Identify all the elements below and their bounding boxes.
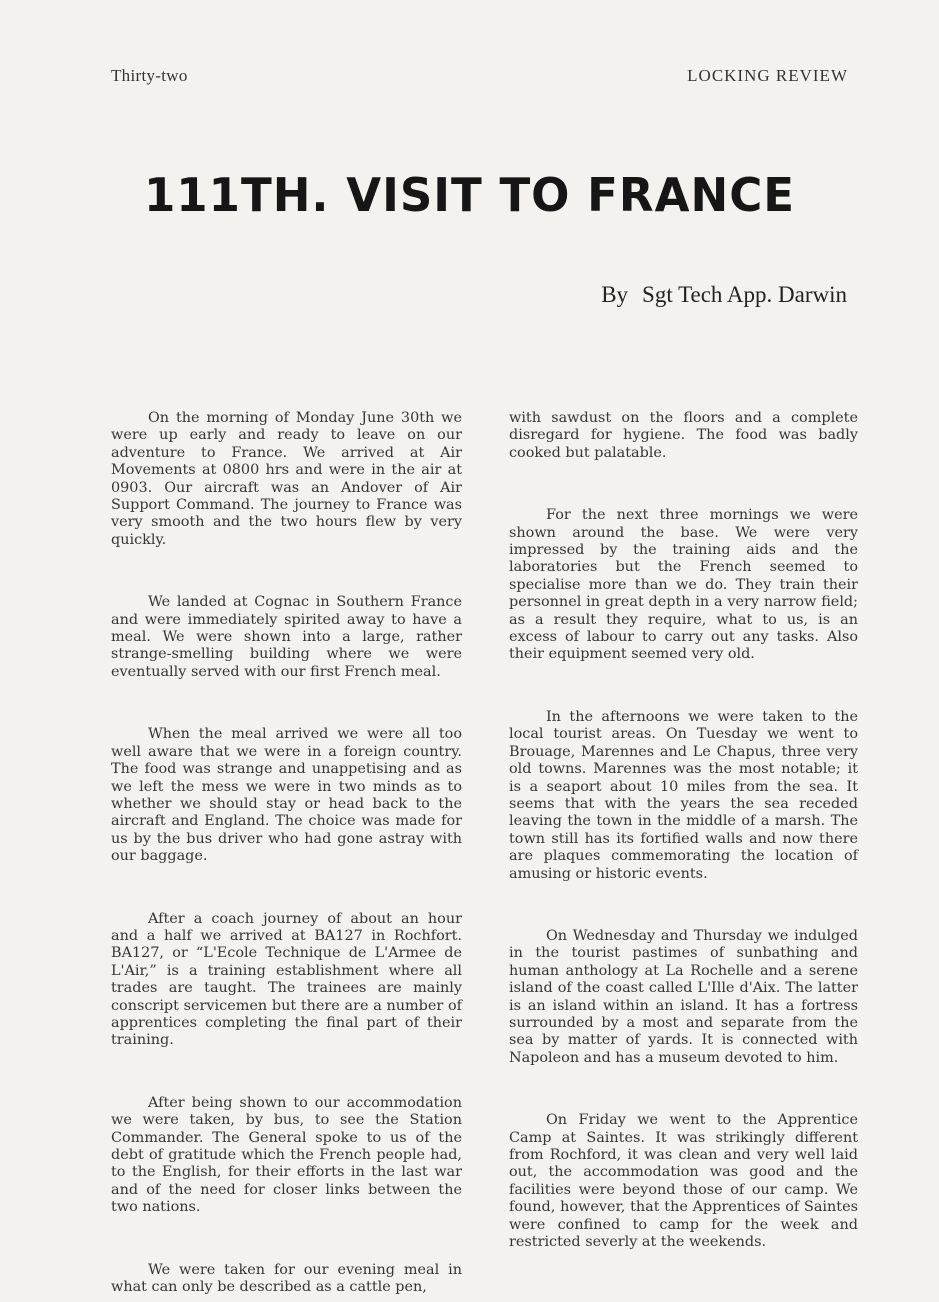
left-column (111, 410, 462, 1296)
journal-name: LOCKING REVIEW (687, 66, 848, 85)
byline-prefix: By (601, 282, 629, 307)
page-number: Thirty-two (111, 66, 188, 85)
paragraph: We were taken for our evening meal in what can only be described as a cattle pen, (111, 1261, 462, 1296)
paragraph: We landed at Cognac in Southern France and were immediately spirited away to have a meal. We were shown into a large, rather strange-smelling building where we were eventually served with our first French meal. (111, 594, 462, 680)
paragraph: For the next three mornings we were shown around the base. We were very impressed by the training aids and the laboratories but the French seemed to specialise more than we do. They train their personnel in great depth in a very narrow field; as a result they require, what to us, is an excess of labour to carry out any tasks. Also their equipment seemed very old. (509, 507, 858, 663)
paragraph: On Friday we went to the Apprentice Camp at Saintes. It was strikingly different from Rochford, it was clean and very well laid out, the accommodation was good and the facilities were beyond those of our camp. We found, however, that the Apprentices of Saintes were confined to camp for the week and restricted severly at the weekends. (509, 1112, 858, 1251)
byline (601, 282, 847, 308)
right-column (509, 410, 858, 1251)
paragraph: In the afternoons we were taken to the local tourist areas. On Tuesday we went to Brouage, Marennes and Le Chapus, three very old towns. Marennes was the most notable; it is a seaport about 10 miles from the sea. It seems that with the years the sea receded leaving the town in the middle of a marsh. The town still has its fortified walls and now there are plaques commemorating the location of amusing or historic events. (509, 708, 858, 882)
paragraph: When the meal arrived we were all too well aware that we were in a foreign country. The food was strange and unappetising and as we left the mess we were in two minds as to whether we should stay or head back to the aircraft and England. The choice was made for us by the bus driver who had gone astray with our baggage. (111, 726, 462, 865)
paragraph: After a coach journey of about an hour and a half we arrived at BA127 in Rochfort. BA127, or “L'Ecole Technique de L'Armee de L'Air,” is a training establishment where all trades are taught. The trainees are mainly conscript servicemen but there are a number of apprentices completing the final part of their training. (111, 910, 462, 1049)
paragraph: After being shown to our accommodation we were taken, by bus, to see the Station Commander. The General spoke to us of the debt of gratitude which the French people had, to the English, for their efforts in the last war and of the need for closer links between the two nations. (111, 1094, 462, 1216)
article-title: 111TH. VISIT TO FRANCE (143, 168, 796, 222)
paragraph: On Wednesday and Thursday we indulged in the tourist pastimes of sunbathing and human anthology at La Rochelle and a serene island of the coast called L'Ille d'Aix. The latter is an island within an island. It has a fortress surrounded by a most and separate from the sea by matter of yards. It is connected with Napoleon and has a museum devoted to him. (509, 927, 858, 1066)
byline-author: Sgt Tech App. Darwin (642, 282, 847, 307)
paragraph: On the morning of Monday June 30th we were up early and ready to leave on our adventure to France. We arrived at Air Movements at 0800 hrs and were in the air at 0903. Our aircraft was an Andover of Air Support Command. The journey to France was very smooth and the two hours flew by very quickly. (111, 410, 462, 548)
paragraph: with sawdust on the floors and a complete disregard for hygiene. The food was badly cooked but palatable. (509, 410, 858, 461)
